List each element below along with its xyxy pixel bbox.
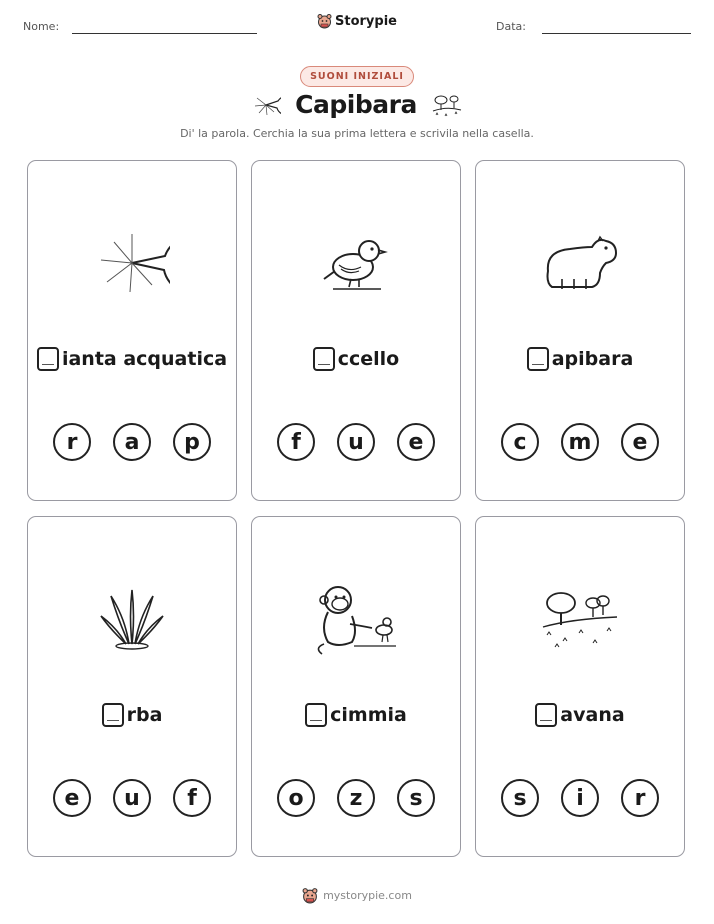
answer-box[interactable] [37,347,59,371]
answer-box[interactable] [305,703,327,727]
lily-pad-icon [94,230,170,296]
letter-choice[interactable]: f [173,779,211,817]
savanna-icon [431,92,463,118]
word-remainder: avana [560,704,625,726]
letter-choice[interactable]: u [113,779,151,817]
word-card [475,516,685,857]
word-card [251,516,461,857]
date-label: Data: [496,20,526,33]
brand [0,13,714,34]
letter-choice[interactable]: u [337,423,375,461]
word-remainder: cimmia [330,704,407,726]
letter-choice[interactable]: r [53,423,91,461]
lily-pad-icon [251,92,281,118]
word-card [27,160,237,501]
word-card [27,516,237,857]
letter-choice[interactable]: f [277,423,315,461]
storypie-logo-icon [302,887,318,904]
footer-url[interactable]: mystorypie.com [323,889,412,902]
answer-box[interactable] [313,347,335,371]
letter-choice[interactable]: m [561,423,599,461]
letter-choice[interactable]: o [277,779,315,817]
letter-choice[interactable]: s [397,779,435,817]
category-badge: SUONI INIZIALI [300,66,414,87]
date-line[interactable] [542,33,691,34]
page-title: Capibara [295,90,417,119]
letter-choice[interactable]: e [621,423,659,461]
letter-choice[interactable]: r [621,779,659,817]
savanna-icon [541,587,619,651]
title-row [0,90,714,119]
answer-box[interactable] [535,703,557,727]
letter-choice[interactable]: e [53,779,91,817]
letter-choice[interactable]: p [173,423,211,461]
answer-box[interactable] [102,703,124,727]
word-card [251,160,461,501]
letter-choice[interactable]: i [561,779,599,817]
letter-choice[interactable]: e [397,423,435,461]
letter-choice[interactable]: c [501,423,539,461]
monkey-icon [314,582,398,656]
footer [0,887,714,904]
storypie-logo-icon [317,13,332,29]
word-remainder: apibara [551,348,634,370]
capybara-icon [540,233,620,293]
grass-icon [99,586,165,652]
brand-name: Storypie [335,13,397,29]
word-remainder: rba [126,704,163,726]
word-card [475,160,685,501]
letter-choice[interactable]: a [113,423,151,461]
letter-choice[interactable]: s [501,779,539,817]
name-label: Nome: [23,20,60,33]
word-remainder: ianta acquatica [61,348,228,370]
letter-choice[interactable]: z [337,779,375,817]
bird-icon [321,231,391,295]
instructions: Di' la parola. Cerchia la sua prima lettera e scrivila nella casella. [180,127,534,140]
word-remainder: ccello [337,348,400,370]
answer-box[interactable] [527,347,549,371]
